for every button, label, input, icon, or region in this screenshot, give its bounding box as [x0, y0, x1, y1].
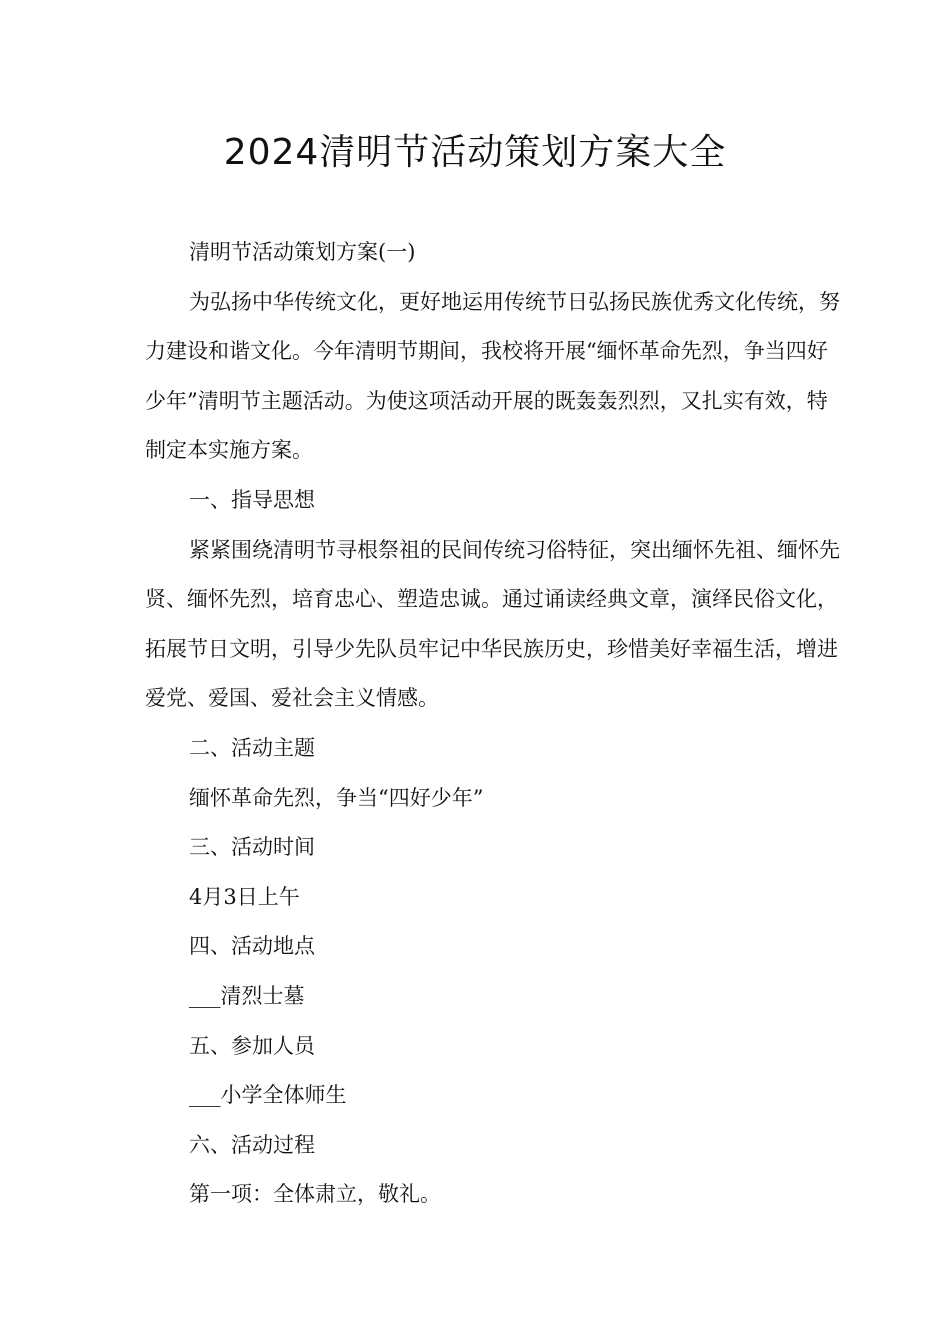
section-heading: 六、活动过程: [189, 1132, 315, 1157]
paragraph: ___清烈士墓: [189, 983, 305, 1008]
paragraph: 为弘扬中华传统文化，更好地运用传统节日弘扬民族优秀文化传统，努力建设和谐文化。今年清明节期间，我校将开展“缅怀革命先烈，争当四好少年”清明节主题活动。为使这项活动开展的既轰轰烈烈，又扎实有效，特制定本实施方案。: [145, 289, 840, 463]
section-heading: 一、指导思想: [189, 487, 315, 512]
section-heading: 清明节活动策划方案(一): [189, 240, 416, 264]
section-heading: 四、活动地点: [189, 934, 315, 959]
document-title: 2024清明节活动策划方案大全: [223, 132, 727, 173]
section-heading: 三、活动时间: [189, 835, 315, 860]
section-heading: 二、活动主题: [189, 735, 315, 760]
paragraph: 缅怀革命先烈，争当“四好少年”: [189, 785, 484, 810]
paragraph: 4月3日上午: [189, 884, 300, 909]
paragraph: 第一项：全体肃立，敬礼。: [189, 1182, 441, 1207]
paragraph: 紧紧围绕清明节寻根祭祖的民间传统习俗特征，突出缅怀先祖、缅怀先贤、缅怀先烈，培育忠心、塑造忠诚。通过诵读经典文章，演绎民俗文化，拓展节日文明，引导少先队员牢记中华民族历史，珍惜美好幸福生活，增进爱党、爱国、爱社会主义情感。: [145, 537, 840, 711]
document-body: [145, 228, 845, 1220]
section-heading: 五、参加人员: [189, 1033, 315, 1058]
paragraph: ___小学全体师生: [189, 1083, 347, 1108]
